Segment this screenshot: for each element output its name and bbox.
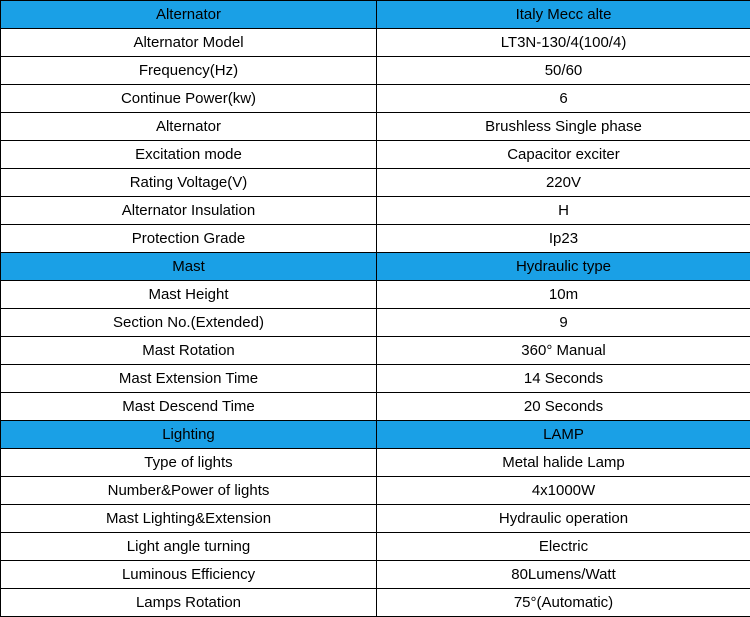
table-row [1,85,750,113]
spec-label: Mast Rotation [1,337,377,365]
spec-label: Mast Height [1,281,377,309]
spec-value: 9 [377,309,750,337]
table-row [1,113,750,141]
spec-value: 6 [377,85,750,113]
spec-label: Frequency(Hz) [1,57,377,85]
spec-value: 20 Seconds [377,393,750,421]
spec-label: Type of lights [1,449,377,477]
spec-value: 50/60 [377,57,750,85]
spec-value: 360° Manual [377,337,750,365]
spec-label: Mast Descend Time [1,393,377,421]
table-row [1,449,750,477]
section-header-row-lighting [1,421,750,449]
spec-label: Excitation mode [1,141,377,169]
section-label: Lighting [1,421,377,449]
section-value: LAMP [377,421,750,449]
section-value: Italy Mecc alte [377,1,750,29]
spec-label: Rating Voltage(V) [1,169,377,197]
table-row [1,337,750,365]
section-header-row-alternator [1,1,750,29]
table-row [1,281,750,309]
spec-value: Electric [377,533,750,561]
spec-value: Ip23 [377,225,750,253]
table-row [1,589,750,617]
section-label: Mast [1,253,377,281]
spec-value: Capacitor exciter [377,141,750,169]
spec-label: Protection Grade [1,225,377,253]
table-row [1,309,750,337]
table-row [1,29,750,57]
spec-label: Number&Power of lights [1,477,377,505]
table-row [1,561,750,589]
spec-label: Alternator Insulation [1,197,377,225]
table-row [1,393,750,421]
spec-value: LT3N-130/4(100/4) [377,29,750,57]
spec-label: Section No.(Extended) [1,309,377,337]
spec-label: Luminous Efficiency [1,561,377,589]
section-header-row-mast [1,253,750,281]
spec-value: 10m [377,281,750,309]
specification-table-body [1,1,750,617]
table-row [1,197,750,225]
spec-label: Continue Power(kw) [1,85,377,113]
spec-label: Lamps Rotation [1,589,377,617]
spec-label: Mast Lighting&Extension [1,505,377,533]
table-row [1,505,750,533]
table-row [1,477,750,505]
spec-value: Brushless Single phase [377,113,750,141]
spec-value: H [377,197,750,225]
section-value: Hydraulic type [377,253,750,281]
table-row [1,365,750,393]
spec-value: 4x1000W [377,477,750,505]
table-row [1,169,750,197]
spec-value: 80Lumens/Watt [377,561,750,589]
spec-value: Hydraulic operation [377,505,750,533]
table-row [1,141,750,169]
spec-label: Alternator [1,113,377,141]
table-row [1,57,750,85]
table-row [1,225,750,253]
spec-value: 220V [377,169,750,197]
spec-label: Alternator Model [1,29,377,57]
spec-label: Light angle turning [1,533,377,561]
spec-value: Metal halide Lamp [377,449,750,477]
spec-label: Mast Extension Time [1,365,377,393]
section-label: Alternator [1,1,377,29]
spec-value: 14 Seconds [377,365,750,393]
table-row [1,533,750,561]
spec-value: 75°(Automatic) [377,589,750,617]
